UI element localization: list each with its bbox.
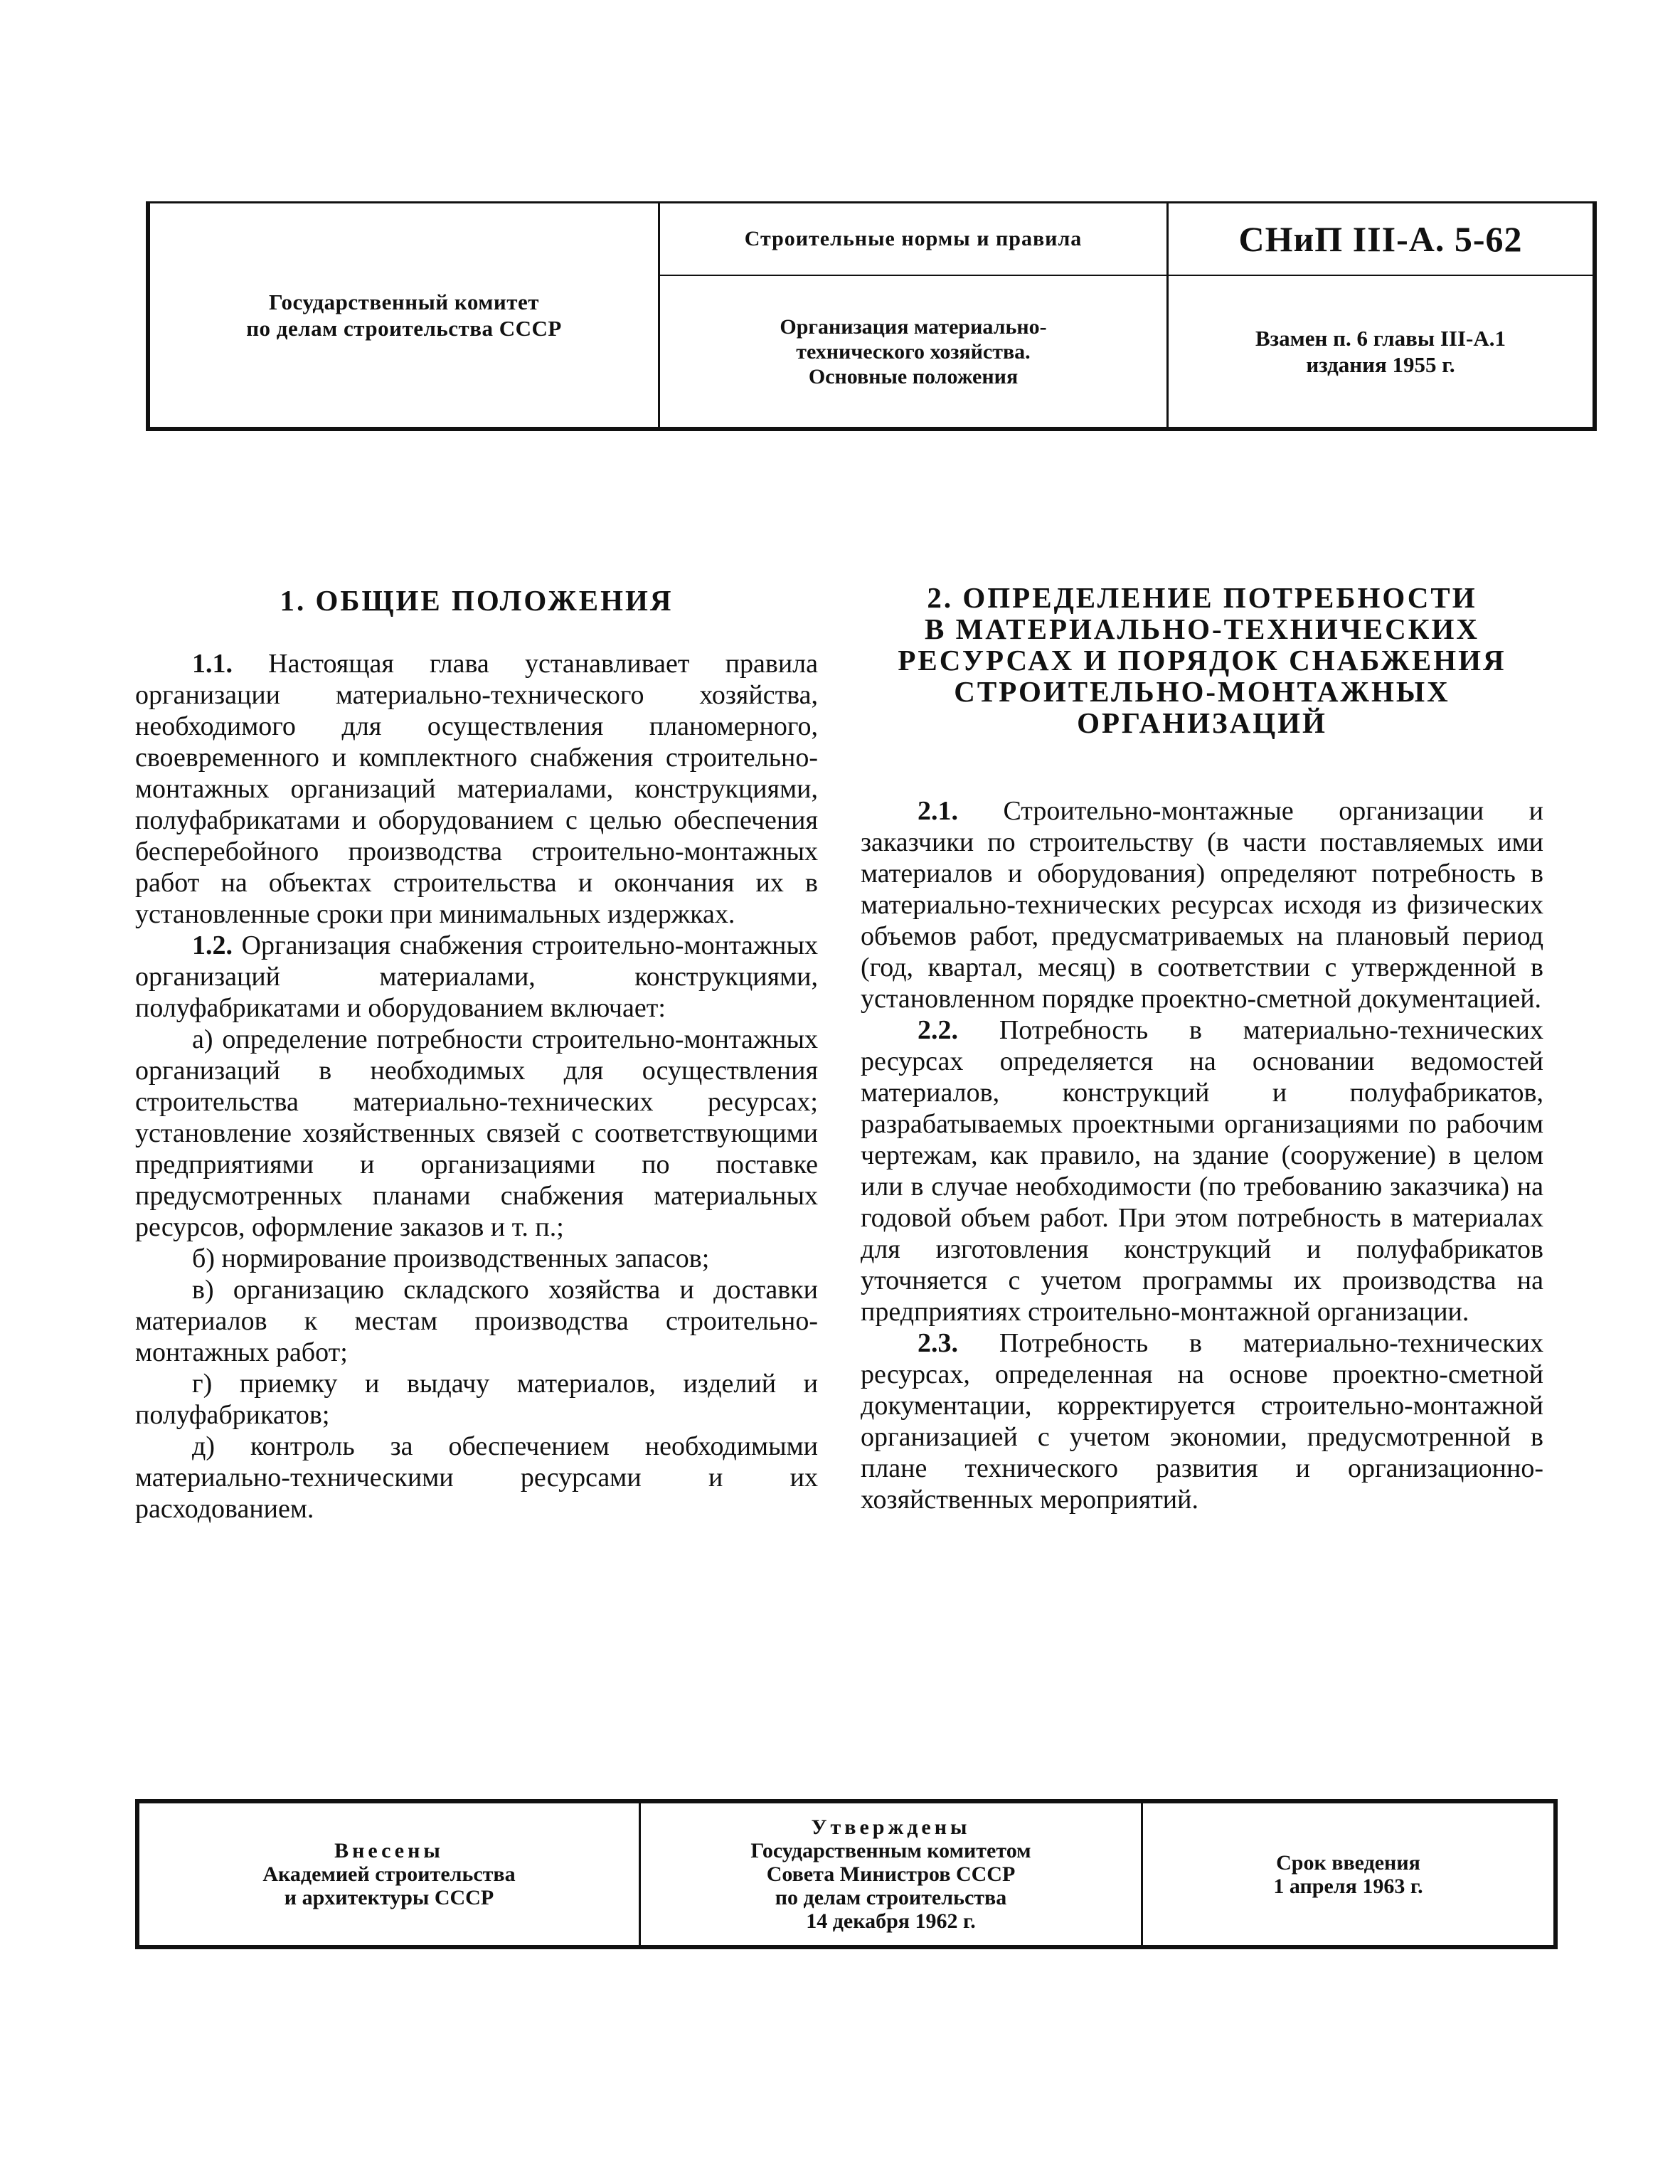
issuing-organization [246, 289, 562, 341]
paragraph-1-2 [135, 930, 818, 1024]
introduced-line: Академией строительства [262, 1862, 516, 1886]
approved-label: Утверждены [811, 1815, 971, 1839]
list-item-v: в) организацию складского хозяйства и доставки материалов к местам производства строительно-монтажных работ; [135, 1275, 818, 1367]
paragraph-number: 1.1. [192, 649, 233, 679]
paragraph-number: 2.3. [918, 1328, 958, 1358]
right-column [861, 582, 1543, 1515]
approved-date: 14 декабря 1962 г. [806, 1909, 976, 1933]
approved-cell [641, 1803, 1143, 1945]
effective-date-cell [1143, 1803, 1553, 1945]
header-title-cell [660, 203, 1169, 427]
document-title [780, 314, 1046, 389]
organization-line: по делам строительства СССР [246, 316, 562, 341]
paragraph-number: 2.1. [918, 796, 958, 826]
paragraph-number: 1.2. [192, 931, 233, 960]
paragraph-text: Организация снабжения строительно-монтажных организаций материалами, конструкциями, полуфабрикатами и оборудованием включает: [135, 931, 818, 1023]
paragraph-2-2 [861, 1014, 1543, 1327]
list-item-g: г) приемку и выдачу материалов, изделий и полуфабрикатов; [135, 1369, 818, 1430]
organization-line: Государственный комитет [269, 290, 539, 314]
footer-table [135, 1799, 1558, 1949]
paragraph-number: 2.2. [918, 1015, 958, 1045]
paragraph-2-1 [861, 795, 1543, 1014]
approved-line: Государственным комитетом [750, 1839, 1031, 1862]
introduced-label: Внесены [334, 1839, 444, 1862]
replaces-note [1255, 325, 1506, 378]
title-line: Основные положения [808, 364, 1019, 388]
section-title-line: ОРГАНИЗАЦИЙ [1077, 706, 1327, 739]
header-table [146, 201, 1597, 431]
section-title-line: СТРОИТЕЛЬНО-МОНТАЖНЫХ [954, 675, 1450, 708]
replaces-line: Взамен п. 6 главы III-А.1 [1255, 326, 1506, 351]
paragraph-text: Потребность в материально-технических ресурсах определяется на основании ведомостей материалов, конструкций и полуфабрикатов, разрабатываемых проектными организациями по рабочим чертежам, как правило, на здание (сооружение) в целом или в случае необходимости (по требованию заказчика) на годовой объем работ. При этом потребность в материалах для изготовления конструкций и полуфабрикатов уточняется с учетом программы их производства на предприятиях строительно-монтажной организации. [861, 1015, 1543, 1327]
left-column [135, 582, 818, 1525]
section-1-title: 1. ОБЩИЕ ПОЛОЖЕНИЯ [280, 584, 674, 617]
paragraph-1-1 [135, 648, 818, 930]
approved-by [750, 1815, 1031, 1933]
paragraph-text: Строительно-монтажные организации и заказчики по строительству (в части поставляемых ими материалов и оборудования) определяют потребность в материально-технических ресурсах исходя из физических объемов работ, предусматриваемых на плановый период (год, квартал, месяц) в соответствии с утвержденной в установленном порядке проектно-сметной документацией. [861, 796, 1543, 1014]
section-title-line: 2. ОПРЕДЕЛЕНИЕ ПОТРЕБНОСТИ [927, 581, 1477, 614]
header-code-cell [1169, 203, 1593, 427]
title-line: технического хозяйства. [796, 339, 1031, 364]
paragraph-2-3 [861, 1327, 1543, 1515]
section-title-line: РЕСУРСАХ И ПОРЯДОК СНАБЖЕНИЯ [898, 644, 1506, 677]
section-2-title [861, 582, 1543, 738]
section-title-line: В МАТЕРИАЛЬНО-ТЕХНИЧЕСКИХ [925, 613, 1479, 645]
title-line: Организация материально- [780, 314, 1047, 339]
introduced-cell [139, 1803, 641, 1945]
paragraph-text: Потребность в материально-технических ресурсах, определенная на основе проектно-сметной документации, корректируется строительно-монтажной организацией с учетом экономии, предусмотренной в плане технического развития и организационно-хозяйственных мероприятий. [861, 1328, 1543, 1515]
effective-label: Срок введения [1276, 1850, 1420, 1875]
list-item-d: д) контроль за обеспечением необходимыми материально-техническими ресурсами и их расходованием. [135, 1431, 818, 1524]
effective-value: 1 апреля 1963 г. [1273, 1874, 1423, 1898]
header-organization-cell [150, 203, 660, 427]
document-code: СНиП III-А. 5-62 [1238, 219, 1523, 259]
introduced-by [262, 1839, 515, 1909]
introduced-line: и архитектуры СССР [284, 1886, 494, 1909]
approved-line: по делам строительства [775, 1886, 1007, 1909]
effective-date [1273, 1851, 1423, 1898]
approved-line: Совета Министров СССР [766, 1862, 1016, 1886]
list-item-b: б) нормирование производственных запасов; [192, 1244, 710, 1273]
replaces-line: издания 1955 г. [1306, 352, 1455, 377]
norms-label: Строительные нормы и правила [744, 227, 1083, 250]
list-item-a: а) определение потребности строительно-монтажных организаций в необходимых для осуществления строительства материально-технических ресурсах; установление хозяйственных связей с соответствующими предприятиями и организациями по поставке предусмотренных планами снабжения материальных ресурсов, оформление заказов и т. п.; [135, 1024, 818, 1242]
paragraph-text: Настоящая глава устанавливает правила организации материально-технического хозяйства, необходимого для осуществления планомерного, своевременного и комплектного снабжения строительно-монтажных организаций материалами, конструкциями, полуфабрикатами и оборудованием с целью обеспечения бесперебойного производства строительно-монтажных работ на объектах строительства и окончания их в установленные сроки при минимальных издержках. [135, 649, 818, 929]
